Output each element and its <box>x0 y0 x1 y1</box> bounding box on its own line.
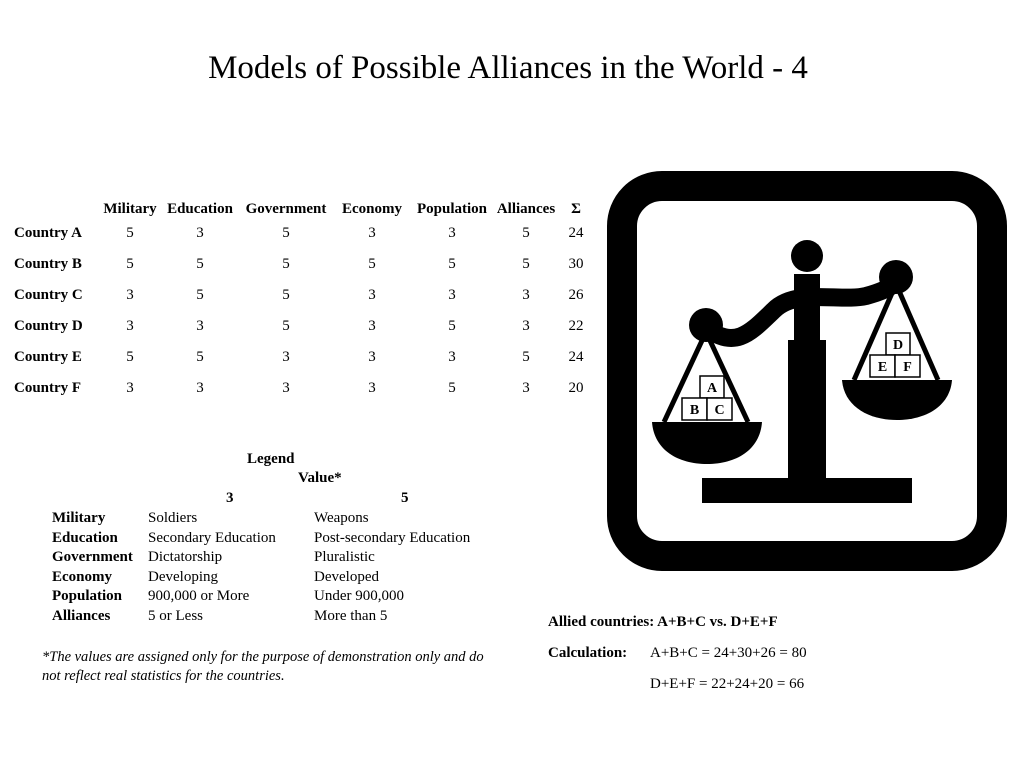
legend-low-value: 5 or Less <box>148 607 203 624</box>
column-header-sum: Σ <box>571 201 581 217</box>
table-corner-cell <box>14 196 98 218</box>
table-cell: 5 <box>126 225 134 241</box>
table-cell: 5 <box>522 349 530 365</box>
table-cell: 24 <box>568 225 584 241</box>
calculation-label: Calculation: <box>548 645 628 661</box>
legend-high-value: Under 900,000 <box>314 588 404 605</box>
table-cell: 3 <box>282 349 290 365</box>
table-cell: 5 <box>282 318 290 334</box>
right-pan <box>842 380 952 420</box>
legend-title: Legend <box>247 451 295 467</box>
legend-category: Population <box>52 588 123 605</box>
row-label: Country C <box>14 287 83 303</box>
table-cell: 3 <box>126 287 134 303</box>
table-row <box>14 218 594 249</box>
table-cell: 20 <box>568 380 584 396</box>
legend-category: Alliances <box>52 607 111 624</box>
table-cell: 5 <box>196 287 204 303</box>
table-cell: 30 <box>568 256 584 272</box>
table-cell: 3 <box>368 287 376 303</box>
table-cell: 5 <box>196 349 204 365</box>
table-cell: 3 <box>368 380 376 396</box>
column-header-population: Population <box>416 201 488 217</box>
row-label: Country F <box>14 380 82 396</box>
table-cell: 5 <box>126 349 134 365</box>
column-header-education: Education <box>167 201 233 217</box>
legend-high-value: More than 5 <box>314 607 388 624</box>
table-cell: 5 <box>448 318 456 334</box>
scale-post <box>788 340 826 480</box>
table-cell: 3 <box>522 318 530 334</box>
legend-low-value: Dictatorship <box>148 549 223 566</box>
table-cell: 3 <box>126 380 134 396</box>
table-cell: 3 <box>126 318 134 334</box>
table-cell: 5 <box>126 256 134 272</box>
legend-high-value: Pluralistic <box>314 549 375 566</box>
table-cell: 3 <box>196 318 204 334</box>
table-row <box>14 280 594 311</box>
table-cell: 3 <box>522 380 530 396</box>
left-pan <box>652 422 762 464</box>
box-c-label: C <box>714 403 725 418</box>
column-header-military: Military <box>103 201 157 217</box>
box-f-label: F <box>903 360 912 375</box>
legend-category: Government <box>52 549 133 566</box>
table-cell: 5 <box>282 287 290 303</box>
table-cell: 3 <box>368 318 376 334</box>
page-title: Models of Possible Alliances in the World - 4 <box>208 50 808 86</box>
table-cell: 3 <box>448 349 456 365</box>
table-header-row <box>14 196 594 218</box>
legend-table <box>52 510 470 628</box>
scale-top-knob <box>791 240 823 272</box>
left-pan-boxes <box>682 376 732 420</box>
table-cell: 3 <box>196 380 204 396</box>
legend-high-value: Developed <box>314 568 379 585</box>
table-cell: 5 <box>282 256 290 272</box>
table-cell: 5 <box>522 256 530 272</box>
legend-value-heading: Value* <box>298 470 342 486</box>
box-e-label: E <box>877 360 888 375</box>
table-cell: 5 <box>448 256 456 272</box>
legend-row <box>52 530 470 550</box>
table-cell: 3 <box>448 287 456 303</box>
scale-post-neck <box>794 274 820 344</box>
legend-category: Military <box>52 510 106 526</box>
table-cell: 5 <box>368 256 376 272</box>
legend-col-high-heading: 5 <box>401 490 409 506</box>
column-header-government: Government <box>245 201 327 217</box>
legend-row <box>52 569 470 589</box>
table-cell: 26 <box>568 287 584 303</box>
column-header-economy: Economy <box>342 201 402 217</box>
table-cell: 24 <box>568 349 584 365</box>
legend-category: Economy <box>52 568 112 585</box>
table-cell: 5 <box>522 225 530 241</box>
table-cell: 3 <box>368 225 376 241</box>
box-a-label: A <box>706 381 718 396</box>
allied-countries-text: Allied countries: A+B+C vs. D+E+F <box>548 614 778 630</box>
legend-row <box>52 549 470 569</box>
footnote: *The values are assigned only for the purpose of demonstration only and do not reflect real statistics for the countries. <box>42 649 484 684</box>
legend-row <box>52 588 470 608</box>
table-cell: 3 <box>448 225 456 241</box>
table-cell: 5 <box>282 225 290 241</box>
row-label: Country D <box>14 318 83 334</box>
table-cell: 5 <box>448 380 456 396</box>
calculation-line-def: D+E+F = 22+24+20 = 66 <box>650 676 805 692</box>
table-row <box>14 342 594 373</box>
legend-low-value: Developing <box>148 568 218 585</box>
legend-low-value: 900,000 or More <box>148 588 250 605</box>
table-cell: 3 <box>196 225 204 241</box>
legend-high-value: Post-secondary Education <box>314 529 471 546</box>
table-cell: 3 <box>368 349 376 365</box>
table-cell: 5 <box>196 256 204 272</box>
column-header-alliances: Alliances <box>496 201 556 217</box>
legend-col-low-heading: 3 <box>226 490 234 506</box>
row-label: Country A <box>14 225 82 241</box>
table-row <box>14 311 594 342</box>
legend-row <box>52 510 470 530</box>
row-label: Country E <box>14 349 82 365</box>
legend-row <box>52 608 470 628</box>
table-cell: 3 <box>522 287 530 303</box>
box-b-label: B <box>689 403 700 418</box>
legend-category: Education <box>52 529 118 546</box>
legend-low-value: Soldiers <box>148 510 198 526</box>
scale-base <box>702 478 912 503</box>
right-pan-boxes <box>870 333 920 377</box>
table-row <box>14 249 594 280</box>
legend-low-value: Secondary Education <box>148 529 276 546</box>
table-cell: 22 <box>568 318 584 334</box>
calculation-line-abc: A+B+C = 24+30+26 = 80 <box>650 645 807 661</box>
table-cell: 3 <box>282 380 290 396</box>
legend-high-value: Weapons <box>314 510 369 526</box>
balance-scale-icon <box>606 170 1008 572</box>
row-label: Country B <box>14 256 82 272</box>
table-row <box>14 373 594 404</box>
country-score-table <box>14 196 594 404</box>
box-d-label: D <box>892 338 904 353</box>
